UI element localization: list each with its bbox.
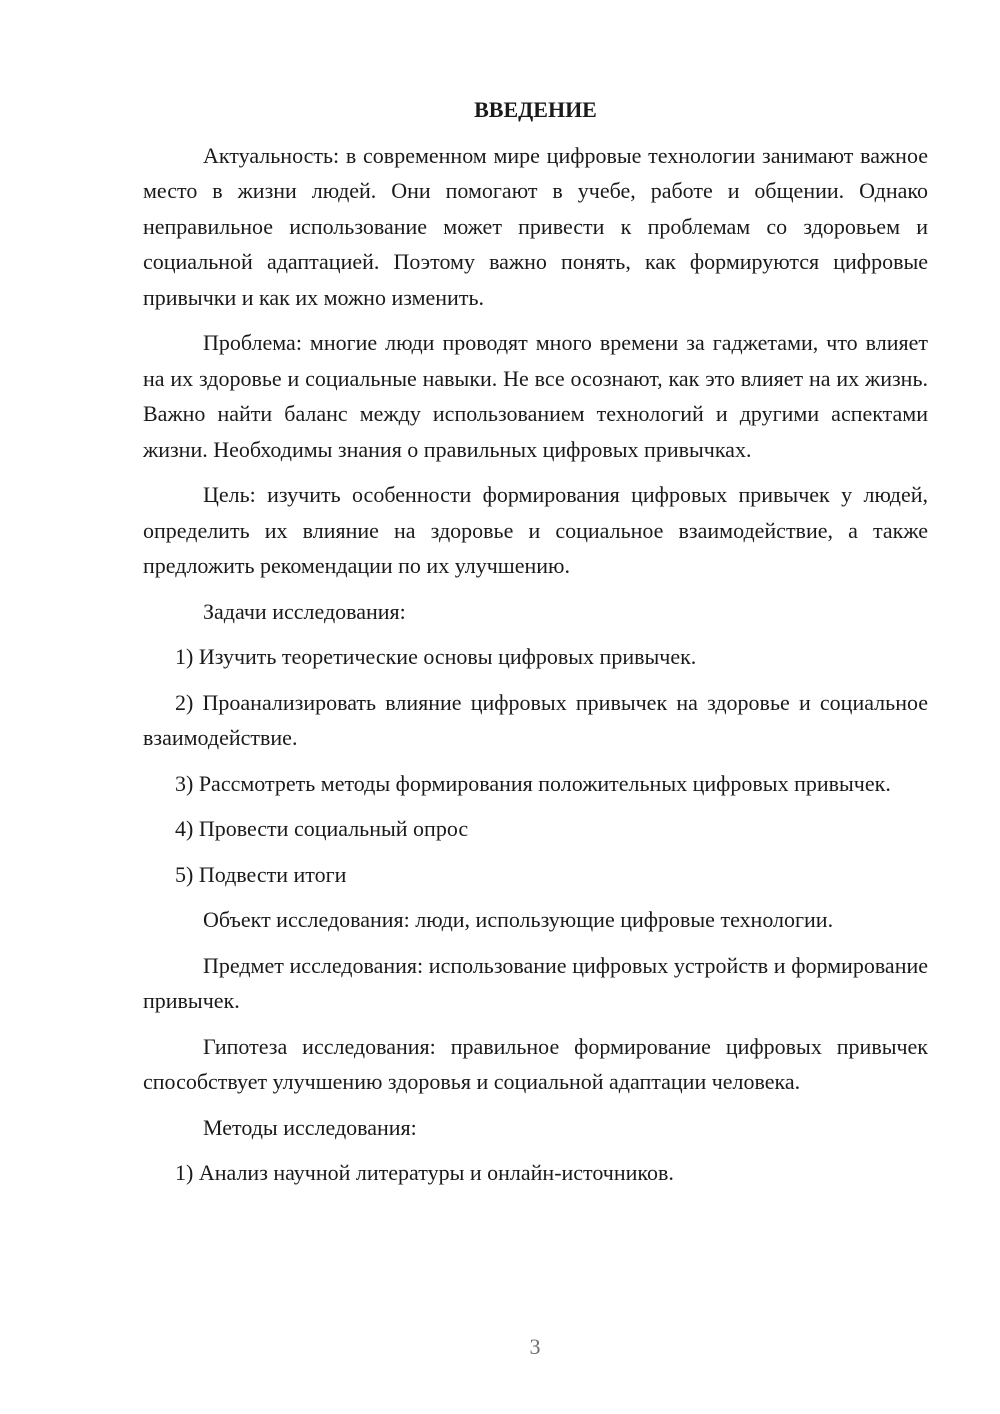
task-item: 5) Подвести итоги bbox=[175, 861, 347, 887]
tasks-title: Задачи исследования: bbox=[203, 598, 406, 624]
page-number: 3 bbox=[529, 1334, 541, 1359]
method-item: 1) Анализ научной литературы и онлайн-источников. bbox=[175, 1160, 674, 1185]
paragraph-goal: Цель: изучить особенности формирования цифровых привычек у людей, определить их влияние на здоровье и социальное взаимодействие, а также предложить рекомендации по их улучшению. bbox=[143, 482, 928, 578]
paragraph-object: Объект исследования: люди, использующие цифровые технологии. bbox=[203, 907, 834, 932]
paragraph-problem: Проблема: многие люди проводят много времени за гаджетами, что влияет на их здоровье и социальные навыки. Не все осознают, как это влияет на их жизнь. Важно найти баланс между использованием технологий и другими аспектами жизни. Необходимы знания о правильных цифровых привычках. bbox=[143, 330, 928, 462]
task-item: 1) Изучить теоретические основы цифровых привычек. bbox=[175, 644, 697, 669]
paragraph-subject: Предмет исследования: использование цифровых устройств и формирование привычек. bbox=[143, 952, 928, 1013]
paragraph-hypothesis: Гипотеза исследования: правильное формирование цифровых привычек способствует улучшению здоровья и социальной адаптации человека. bbox=[143, 1033, 928, 1094]
task-item: 2) Проанализировать влияние цифровых привычек на здоровье и социальное взаимодействие. bbox=[143, 689, 928, 750]
page-content bbox=[143, 92, 928, 1201]
task-item: 3) Рассмотреть методы формирования положительных цифровых привычек. bbox=[175, 770, 891, 796]
paragraph-relevance: Актуальность: в современном мире цифровые технологии занимают важное место в жизни людей. Они помогают в учебе, работе и общении. Однако неправильное использование может привести к проблемам со здоровьем и социальной адаптацией. Поэтому важно понять, как формируются цифровые привычки и как их можно изменить. bbox=[143, 142, 928, 310]
section-heading: ВВЕДЕНИЕ bbox=[474, 97, 597, 122]
methods-title: Методы исследования: bbox=[203, 1114, 417, 1140]
task-item: 4) Провести социальный опрос bbox=[175, 816, 469, 841]
